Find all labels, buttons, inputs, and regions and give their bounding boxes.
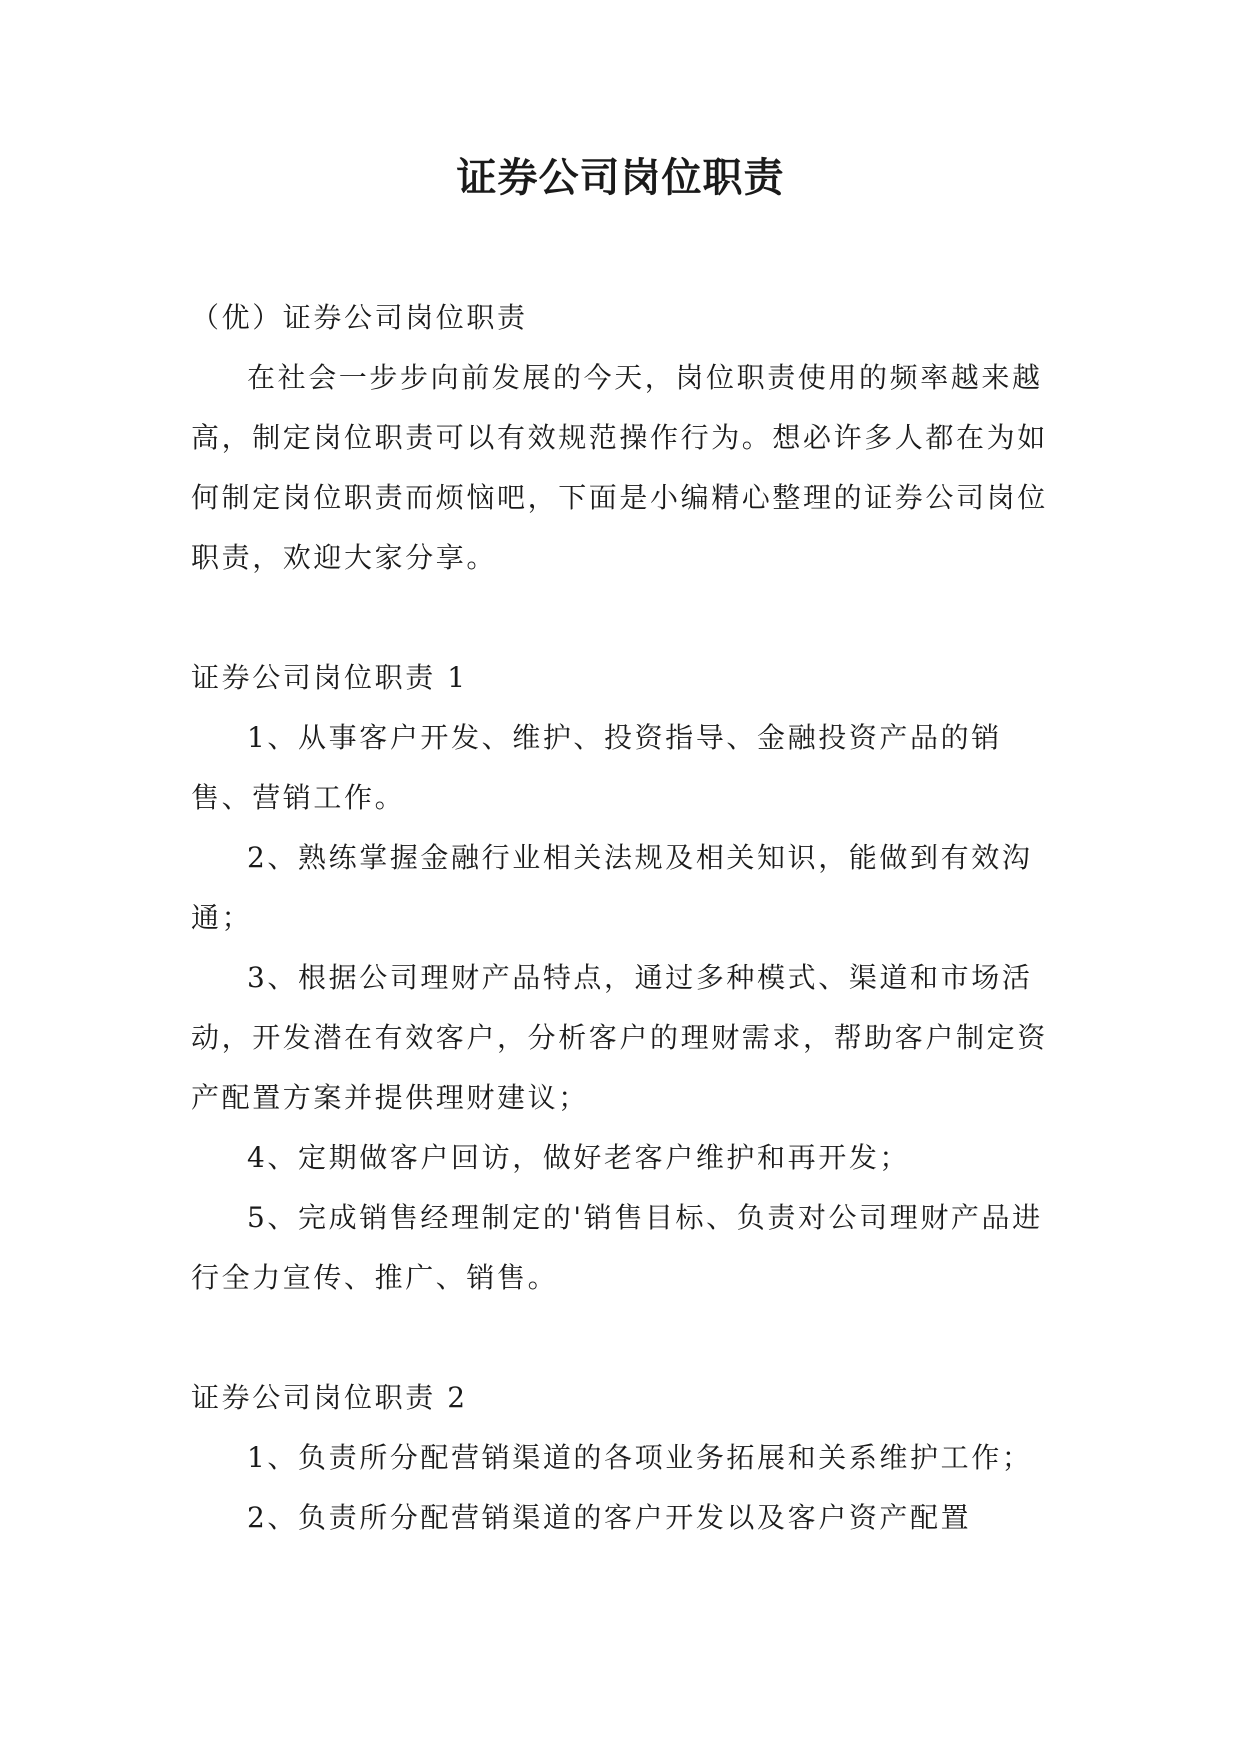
section-1-heading: 证券公司岗位职责 1: [191, 661, 468, 694]
section-1-item: 2、熟练掌握金融行业相关法规及相关知识，能做到有效沟通；: [191, 841, 1033, 934]
section-1-item: 1、从事客户开发、维护、投资指导、金融投资产品的销售、营销工作。: [191, 721, 1002, 814]
intro-paragraph: 在社会一步步向前发展的今天，岗位职责使用的频率越来越高，制定岗位职责可以有效规范操作行为。想必许多人都在为如何制定岗位职责而烦恼吧，下面是小编精心整理的证券公司岗位职责，欢迎大家分享。: [191, 361, 1048, 574]
section-2-item: 1、负责所分配营销渠道的各项业务拓展和关系维护工作；: [247, 1441, 1033, 1474]
subtitle: （优）证券公司岗位职责: [191, 301, 528, 334]
section-2-heading: 证券公司岗位职责 2: [191, 1381, 468, 1414]
section-2-item: 2、负责所分配营销渠道的客户开发以及客户资产配置: [247, 1501, 972, 1534]
document-title: 证券公司岗位职责: [456, 155, 785, 201]
section-1-item: 4、定期做客户回访，做好老客户维护和再开发；: [247, 1141, 911, 1174]
document-body: [191, 288, 1051, 1548]
section-1-item: 5、完成销售经理制定的'销售目标、负责对公司理财产品进行全力宣传、推广、销售。: [191, 1201, 1043, 1294]
section-1-item: 3、根据公司理财产品特点，通过多种模式、渠道和市场活动，开发潜在有效客户，分析客户的理财需求，帮助客户制定资产配置方案并提供理财建议；: [191, 961, 1048, 1114]
